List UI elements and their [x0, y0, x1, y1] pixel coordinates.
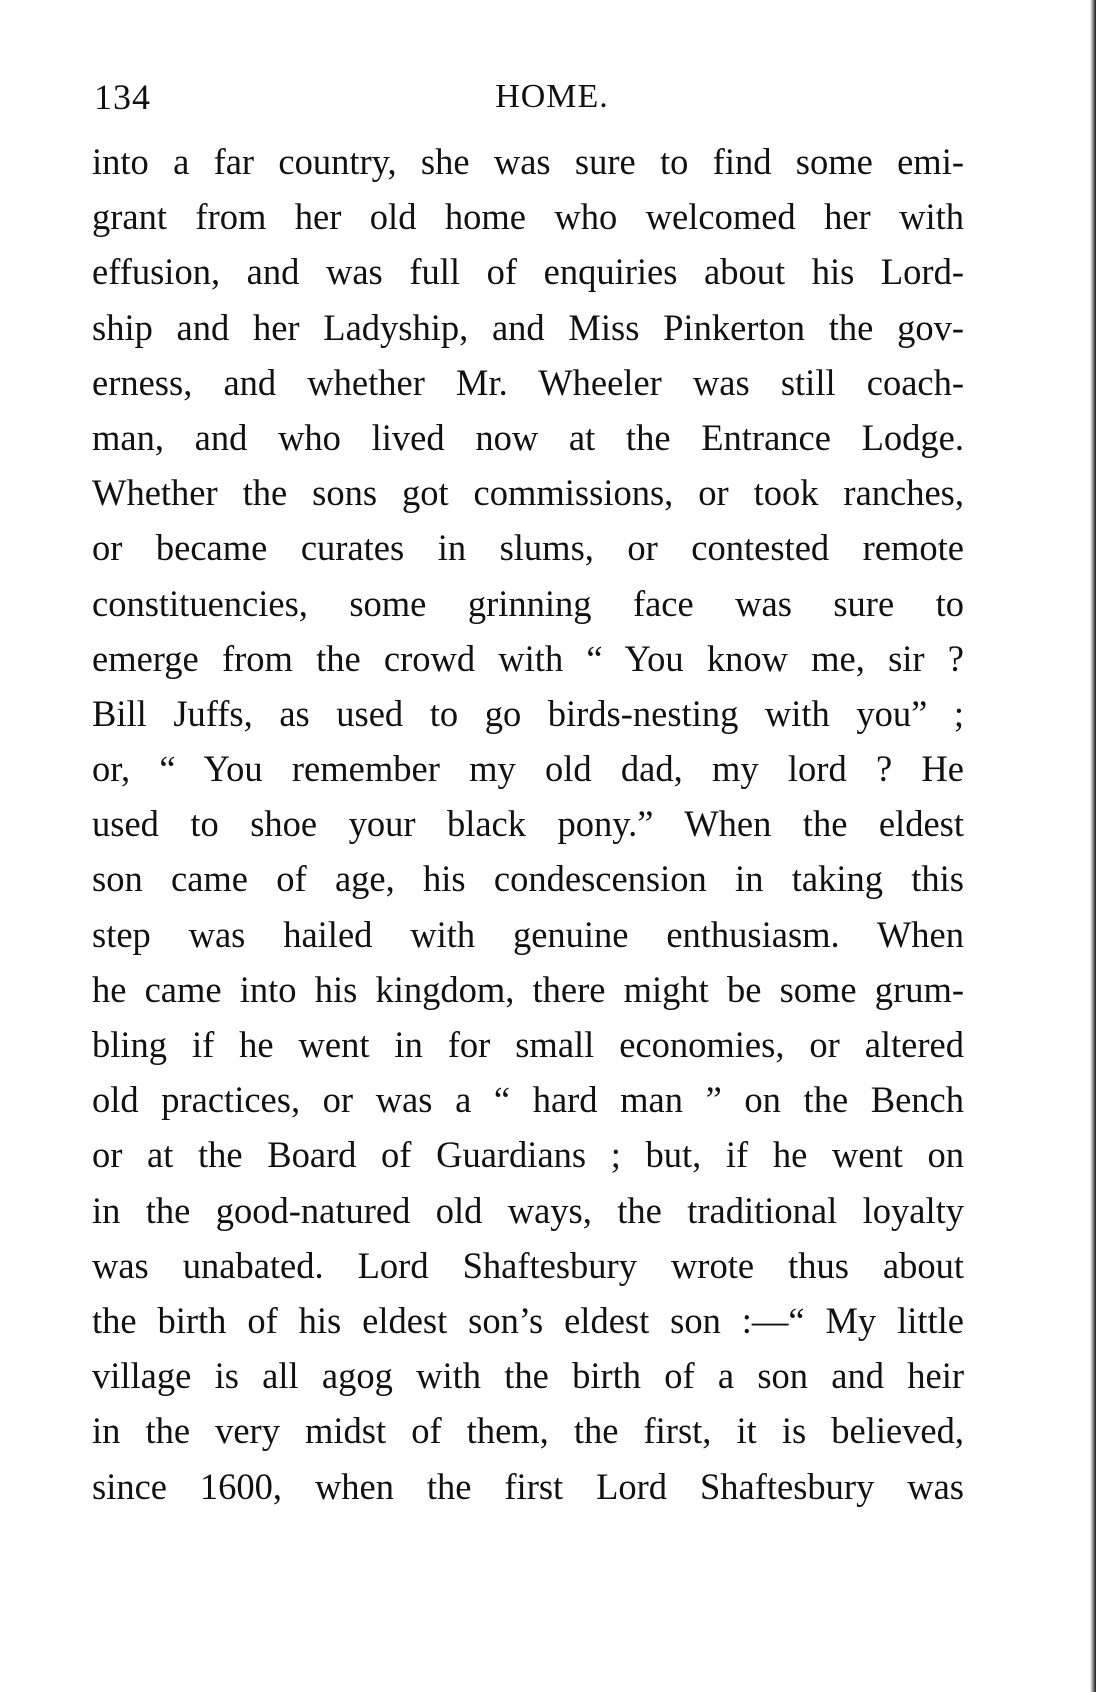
text-line: step was hailed with genuine enthusiasm. When	[92, 913, 964, 955]
text-line: since 1600, when the first Lord Shaftesbury was	[92, 1465, 964, 1507]
body-text	[92, 134, 964, 1514]
text-line: son came of age, his condescension in taking this	[92, 858, 964, 900]
text-line: man, and who lived now at the Entrance Lodge.	[92, 416, 964, 458]
text-line: or at the Board of Guardians ; but, if he went on	[92, 1134, 964, 1176]
text-line: constituencies, some grinning face was sure to	[92, 582, 964, 624]
text-line: effusion, and was full of enquiries about his Lord-	[92, 251, 964, 293]
text-line: or became curates in slums, or contested remote	[92, 527, 964, 569]
running-title: HOME.	[495, 78, 609, 115]
text-line: he came into his kingdom, there might be some grum-	[92, 968, 964, 1010]
text-line: or, “ You remember my old dad, my lord ? He	[92, 748, 964, 790]
text-line: ship and her Ladyship, and Miss Pinkerton the gov-	[92, 306, 964, 348]
text-line: old practices, or was a “ hard man ” on the Bench	[92, 1079, 964, 1121]
text-line: was unabated. Lord Shaftesbury wrote thus about	[92, 1244, 964, 1286]
text-line: in the good-natured old ways, the traditional loyalty	[92, 1189, 964, 1231]
text-line: erness, and whether Mr. Wheeler was still coach-	[92, 361, 964, 403]
text-line: emerge from the crowd with “ You know me, sir ?	[92, 637, 964, 679]
text-line: village is all agog with the birth of a son and heir	[92, 1355, 964, 1397]
text-line: bling if he went in for small economies, or altered	[92, 1024, 964, 1065]
text-line: in the very midst of them, the first, it is believed,	[92, 1410, 964, 1452]
page-number: 134	[94, 77, 151, 117]
page-header	[94, 72, 964, 122]
scan-edge-shadow	[1090, 0, 1096, 1692]
text-line: the birth of his eldest son’s eldest son :—“ My little	[92, 1299, 964, 1341]
text-line: Bill Juffs, as used to go birds-nesting with you” ;	[92, 692, 964, 734]
text-line: grant from her old home who welcomed her with	[92, 196, 964, 238]
text-line: into a far country, she was sure to find some emi-	[92, 141, 964, 182]
text-line: Whether the sons got commissions, or took ranches,	[92, 472, 964, 514]
text-line: used to shoe your black pony.” When the eldest	[92, 803, 964, 845]
